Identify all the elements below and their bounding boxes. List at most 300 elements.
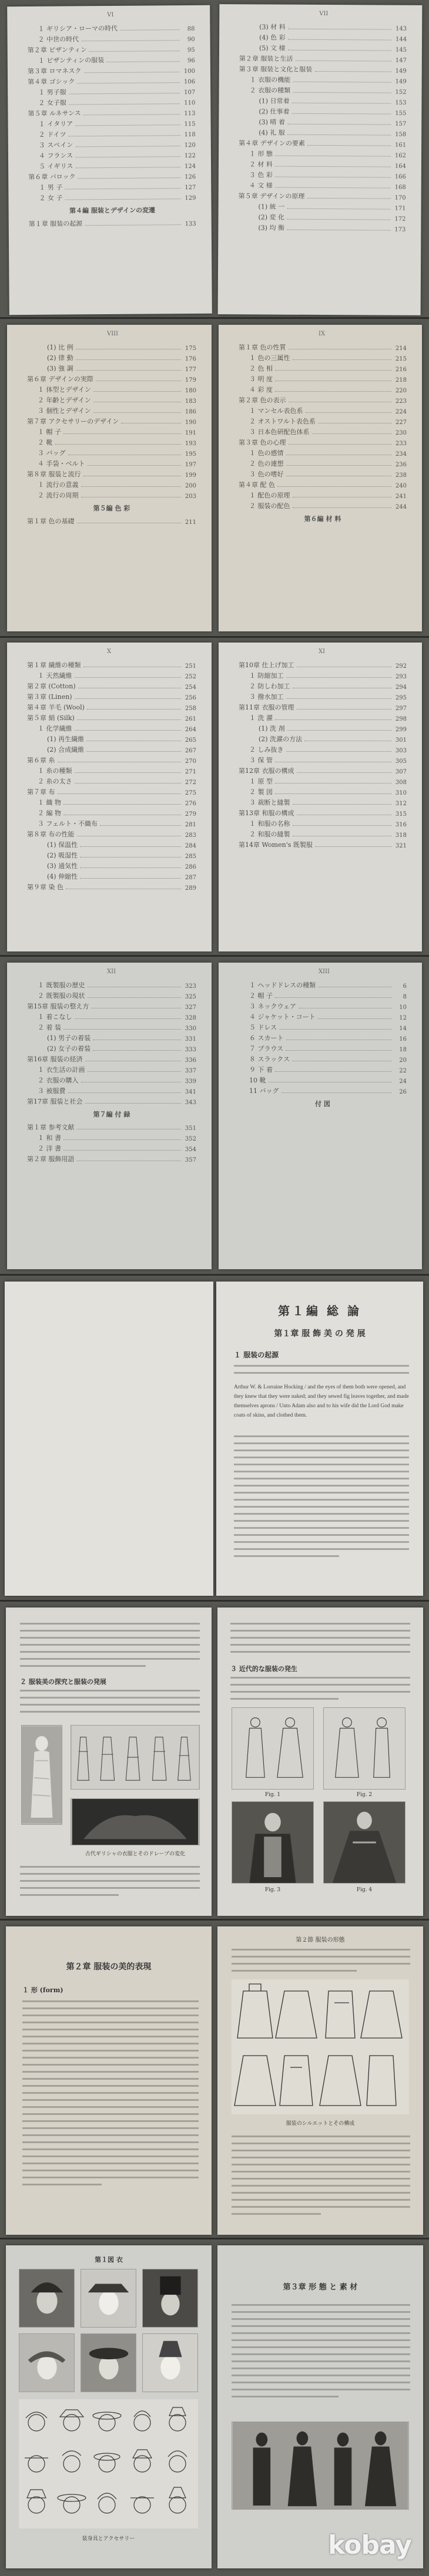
toc-entry-title: 10 靴 <box>249 1077 266 1084</box>
toc-entry-title: 第10章 仕上げ加工 <box>239 661 294 669</box>
toc-entry-title: 第15章 服装の整え方 <box>27 1003 89 1010</box>
toc-page-number: 312 <box>395 801 407 807</box>
toc-list <box>239 659 407 849</box>
toc-entry-title: １ 和服の名称 <box>249 820 290 828</box>
toc-page-number: 293 <box>395 674 407 680</box>
toc-page-number: 284 <box>185 843 196 849</box>
toc-page-number: 327 <box>185 1004 196 1011</box>
book-page-blank <box>5 1282 213 1596</box>
toc-entry <box>239 701 407 712</box>
toc-entry <box>28 75 195 86</box>
toc-entry-title: 第４章 羊毛 (Wool) <box>27 704 85 711</box>
toc-page-number: 144 <box>395 36 407 43</box>
toc-leader-dots <box>63 1150 181 1151</box>
toc-entry-title: ３ 色の嗜好 <box>249 470 284 478</box>
toc-page-number: 162 <box>394 152 407 159</box>
toc-entry <box>27 1042 196 1053</box>
toc-entry <box>27 1074 196 1085</box>
toc-page-number: 90 <box>187 36 195 43</box>
toc-entry-title: 第４章 ゴシック <box>28 78 75 86</box>
toc-entry <box>27 426 196 436</box>
toc-page-number: 339 <box>185 1078 196 1085</box>
book-page-right <box>217 1926 423 2235</box>
toc-entry <box>239 352 407 362</box>
toc-entry-title: ３ 保 管 <box>249 756 273 764</box>
toc-entry-title: ２ 編 物 <box>38 809 61 817</box>
toc-leader-dots <box>287 730 391 731</box>
toc-page-number: 289 <box>185 885 196 892</box>
toc-entry <box>27 362 196 373</box>
toc-page-number: 299 <box>395 727 407 733</box>
toc-page-number: 230 <box>395 430 407 436</box>
body-text <box>232 1949 410 1977</box>
toc-entry <box>239 754 407 765</box>
toc-page-number: 171 <box>394 205 406 212</box>
toc-page-number: 328 <box>185 1015 196 1021</box>
toc-list <box>27 22 196 228</box>
toc-leader-dots <box>75 698 181 699</box>
toc-page-number: 164 <box>394 163 406 170</box>
toc-entry-title: ２ 衣服の購入 <box>38 1077 79 1084</box>
toc-entry-title: 第７章 アクセサリーのデザイン <box>27 418 119 425</box>
toc-page-number: 323 <box>185 983 196 990</box>
toc-leader-dots <box>314 71 391 72</box>
toc-entry <box>239 1053 407 1064</box>
photo-strip-1 <box>0 0 429 319</box>
toc-leader-dots <box>287 124 391 125</box>
toc-entry-title: (3) 材 料 <box>259 23 286 31</box>
toc-leader-dots <box>275 1071 391 1072</box>
toc-entry <box>239 1042 407 1053</box>
toc-entry <box>239 828 407 839</box>
toc-entry <box>27 744 196 754</box>
section-heading: １ 形 (form) <box>22 1986 63 1994</box>
figure-caption: Fig. 3 <box>264 1887 281 1893</box>
toc-page-number: 176 <box>185 356 196 362</box>
toc-page-number: 330 <box>185 1025 196 1032</box>
toc-entry <box>28 170 196 181</box>
plate-heading: 第１図 衣 <box>95 2256 123 2264</box>
toc-page-number: 100 <box>183 68 195 75</box>
toc-entry <box>239 775 407 786</box>
toc-entry <box>27 828 196 839</box>
toc-entry-title: (2) 吸湿性 <box>47 852 78 859</box>
toc-leader-dots <box>81 486 182 487</box>
toc-leader-dots <box>75 167 180 168</box>
book-page-right <box>219 643 422 951</box>
toc-page-number: 325 <box>185 994 196 1000</box>
toc-entry-title: 第２章 服飾用語 <box>27 1155 75 1163</box>
toc-leader-dots <box>58 793 182 794</box>
toc-page-number: 301 <box>395 737 407 744</box>
toc-leader-dots <box>275 166 391 167</box>
toc-page-number: 26 <box>399 1089 407 1095</box>
toc-page-number: 157 <box>395 120 407 127</box>
photo-strip-2 <box>0 319 429 638</box>
toc-entry-title: ２ 着 装 <box>38 1024 61 1031</box>
toc-entry-title: (4) 色 彩 <box>259 33 286 42</box>
body-text <box>230 1623 410 1658</box>
toc-page-number: 318 <box>395 832 407 839</box>
toc-entry <box>28 127 196 139</box>
toc-entry-title: 第５章 絹 (Silk) <box>27 714 75 722</box>
toc-entry-title: ４ フランス <box>38 152 73 160</box>
toc-entry <box>27 1085 196 1095</box>
silhouette-diagram <box>232 1979 409 2114</box>
toc-entry <box>28 149 196 160</box>
toc-entry <box>239 394 407 405</box>
toc-entry-title: (4) 礼 服 <box>259 129 285 137</box>
toc-entry <box>239 126 406 137</box>
toc-page-number: 261 <box>185 716 196 722</box>
toc-leader-dots <box>89 51 180 52</box>
dark-garment-photo <box>71 1798 200 1845</box>
toc-entry <box>239 373 407 384</box>
toc-entry <box>27 1142 196 1153</box>
toc-entry-title: ４ 文 様 <box>249 181 273 190</box>
toc-entry-title: (5) 文 様 <box>259 44 286 52</box>
toc-entry-title: １ 衣服の機能 <box>249 76 291 84</box>
toc-leader-dots <box>93 1050 181 1051</box>
body-text <box>20 1623 200 1672</box>
toc-entry-title: 第２章 (Cotton) <box>27 682 76 690</box>
toc-entry-title: １ 体型とデザイン <box>38 386 91 394</box>
toc-entry-title: 第６章 デザインの実際 <box>27 375 93 383</box>
toc-page-number: 186 <box>185 409 196 415</box>
toc-page-number: 147 <box>395 57 407 64</box>
toc-entry-title: １ 流行の意義 <box>38 481 79 489</box>
toc-entry-title: ３ バッグ <box>38 449 66 457</box>
toc-leader-dots <box>275 187 391 189</box>
toc-page-number: 129 <box>185 194 196 202</box>
toc-page-number: 256 <box>185 695 196 701</box>
toc-entry <box>27 394 196 405</box>
toc-entry-title: 第４章 デザインの要素 <box>239 139 305 147</box>
toc-entry-title: ２ 服装の配色 <box>249 502 290 510</box>
toc-entry-title: ７ ブラウス <box>249 1045 284 1052</box>
toc-entry <box>239 1074 407 1085</box>
figure-caption: 装身具とアクセサリー <box>82 2536 135 2542</box>
toc-entry <box>239 179 406 190</box>
toc-leader-dots <box>120 29 180 31</box>
toc-entry-title: ３ 色 彩 <box>249 171 273 179</box>
toc-entry <box>239 691 407 701</box>
toc-leader-dots <box>288 50 391 51</box>
toc-entry <box>28 117 195 129</box>
toc-entry-title: (1) 比 例 <box>47 344 73 351</box>
book-page-right <box>217 2245 423 2568</box>
toc-page-number: 173 <box>394 226 406 233</box>
toc-page-number: 223 <box>395 398 407 405</box>
toc-page-number: 153 <box>395 99 407 106</box>
toc-entry <box>239 84 407 95</box>
figure-caption: 服装のシルエットとその構成 <box>286 2121 355 2127</box>
toc-entry <box>27 1121 196 1132</box>
toc-entry <box>239 1032 407 1042</box>
toc-page-number: 297 <box>395 705 407 712</box>
toc-entry-title: ２ 洋 書 <box>38 1145 61 1152</box>
toc-entry <box>27 712 196 722</box>
toc-page-number: 352 <box>185 1136 196 1142</box>
toc-entry-title: １ ヘッドドレスの種類 <box>249 981 316 989</box>
toc-leader-dots <box>77 719 181 720</box>
toc-page-number: 195 <box>185 451 196 458</box>
toc-entry <box>239 796 407 807</box>
body-text <box>20 1866 200 1901</box>
toc-entry <box>28 138 196 150</box>
toc-entry <box>27 807 196 818</box>
toc-entry <box>239 200 406 211</box>
toc-page-number: 236 <box>395 462 407 468</box>
toc-entry <box>239 479 407 489</box>
toc-leader-dots <box>293 804 392 805</box>
toc-leader-dots <box>275 719 391 720</box>
toc-page-number: 307 <box>395 769 407 775</box>
toc-page-number: 191 <box>185 430 196 436</box>
toc-page-number: 351 <box>185 1125 196 1132</box>
toc-entry <box>27 1132 196 1142</box>
toc-entry <box>239 458 407 468</box>
toc-entry <box>27 384 196 394</box>
toc-leader-dots <box>76 370 181 371</box>
toc-entry-title: (2) 洗濯の方法 <box>259 735 303 743</box>
toc-entry-title: ４ 手袋・ベルト <box>38 460 85 468</box>
toc-leader-dots <box>80 846 181 847</box>
toc-leader-dots <box>93 412 181 413</box>
toc-list <box>27 341 196 526</box>
page-number: IX <box>319 331 326 337</box>
toc-entry-title: １ 着こなし <box>38 1013 72 1021</box>
toc-leader-dots <box>286 698 392 699</box>
toc-entry-title: １ 男 子 <box>39 183 63 191</box>
toc-page-number: 88 <box>187 25 195 33</box>
toc-entry-title: (4) 伸縮性 <box>47 873 78 880</box>
toc-page-number: 200 <box>185 483 196 489</box>
toc-entry-title: ３ 裁断と縫製 <box>249 799 290 806</box>
toc-page-number: 96 <box>187 57 195 65</box>
toc-page-number: 113 <box>184 110 196 117</box>
toc-page-number: 267 <box>185 748 196 754</box>
toc-leader-dots <box>287 219 390 220</box>
toc-leader-dots <box>295 60 391 62</box>
toc-entry <box>27 458 196 468</box>
toc-leader-dots <box>85 224 181 226</box>
toc-page-number: 218 <box>395 377 407 384</box>
toc-entry <box>239 147 406 159</box>
costume-plate-1 <box>232 1707 314 1790</box>
toc-page-number: 224 <box>395 409 407 415</box>
toc-leader-dots <box>318 1018 391 1019</box>
toc-entry-title: (2) 仕事着 <box>259 107 290 116</box>
toc-entry-title: 第６章 糸 <box>27 756 55 764</box>
photo-strip-3 <box>0 638 429 957</box>
toc-entry <box>27 680 196 691</box>
toc-entry <box>28 106 195 118</box>
toc-page-number: 286 <box>185 864 196 870</box>
toc-entry <box>239 42 407 53</box>
toc-page-number: 241 <box>395 493 407 500</box>
toc-entry <box>239 158 406 169</box>
toc-page-number: 216 <box>395 366 407 373</box>
toc-entry <box>239 341 407 352</box>
page-number: VII <box>319 10 329 18</box>
toc-entry <box>28 96 195 107</box>
toc-entry-title: １ 原 型 <box>249 778 273 785</box>
toc-entry <box>27 754 196 765</box>
toc-part-heading: 第４編 服装とデザインの変遷 <box>69 206 156 215</box>
toc-page-number: 12 <box>399 1015 407 1021</box>
toc-page-number: 107 <box>184 89 196 96</box>
toc-entry <box>239 52 407 63</box>
hat-sketches <box>19 2399 198 2528</box>
toc-leader-dots <box>81 40 180 41</box>
toc-entry <box>27 659 196 670</box>
book-page-left <box>7 963 212 1269</box>
toc-entry-title: 第14章 Women's 既製服 <box>239 841 313 849</box>
toc-entry-title: 第17章 服装と社会 <box>27 1098 83 1105</box>
toc-page-number: 270 <box>185 758 196 765</box>
body-text <box>232 2136 410 2220</box>
photo-strip-7 <box>0 1921 429 2239</box>
section-title: １ 服装の起源 <box>234 1351 279 1359</box>
toc-page-number: 281 <box>185 822 196 828</box>
toc-entry-title: 第９章 染 色 <box>27 883 63 891</box>
section-heading: 第２節 服装の形態 <box>296 1937 345 1943</box>
toc-page-number: 354 <box>185 1146 196 1153</box>
toc-page-number: 166 <box>394 173 406 180</box>
photo-strip-8 <box>0 2239 429 2576</box>
toc-leader-dots <box>293 82 391 83</box>
book-page-right <box>218 4 423 315</box>
toc-entry <box>27 1000 196 1011</box>
toc-leader-dots <box>286 677 392 678</box>
toc-entry-title: ２ 女 子 <box>39 194 63 202</box>
toc-entry <box>239 447 407 458</box>
toc-leader-dots <box>77 82 180 83</box>
body-text <box>234 1435 409 1562</box>
toc-entry <box>239 500 407 510</box>
toc-page-number: 321 <box>395 843 407 849</box>
toc-page-number: 287 <box>185 875 196 881</box>
book-page-left <box>6 1926 212 2235</box>
toc-entry <box>239 489 407 500</box>
toc-entry-title: ２ 糸の太さ <box>38 778 72 785</box>
toc-page-number: 264 <box>185 727 196 733</box>
toc-leader-dots <box>68 1092 182 1093</box>
toc-entry <box>239 670 407 680</box>
toc-entry <box>239 105 406 116</box>
toc-entry-title: 第２章 色の表示 <box>239 396 286 404</box>
toc-page-number: 337 <box>185 1068 196 1074</box>
toc-entry <box>239 436 407 447</box>
toc-entry-title: (2) 合成繊維 <box>47 746 85 754</box>
toc-page-number: 155 <box>395 110 407 117</box>
toc-entry-title: ９ 下 着 <box>249 1066 273 1074</box>
toc-entry-title: １ 化学繊維 <box>38 725 72 732</box>
toc-leader-dots <box>75 146 180 147</box>
photo-strip-6 <box>0 1602 429 1921</box>
toc-leader-dots <box>287 230 390 231</box>
toc-entry <box>27 860 196 870</box>
figure-caption: Fig. 4 <box>356 1887 373 1893</box>
toc-entry-title: ３ スペイン <box>38 141 73 149</box>
toc-entry <box>239 63 407 74</box>
toc-entry-title: ５ イギリス <box>39 162 73 170</box>
toc-leader-dots <box>83 72 180 73</box>
toc-page-number: 168 <box>394 184 406 191</box>
toc-page-number: 357 <box>185 1157 196 1163</box>
part-title: 第１編 総 論 <box>278 1304 361 1318</box>
toc-page-number: 172 <box>394 216 406 223</box>
toc-page-number: 310 <box>395 790 407 796</box>
toc-page-number: 343 <box>185 1099 196 1106</box>
toc-entry <box>239 73 407 85</box>
toc-entry <box>27 849 196 860</box>
toc-page-number: 175 <box>185 345 196 352</box>
toc-page-number: 333 <box>185 1047 196 1053</box>
toc-page-number: 180 <box>185 388 196 394</box>
toc-list <box>238 21 407 233</box>
toc-entry-title: １ ビザンティンの服装 <box>38 56 105 65</box>
toc-entry-title: １ 糸の種類 <box>38 767 72 775</box>
toc-entry <box>27 1032 196 1042</box>
toc-leader-dots <box>307 198 390 199</box>
toc-entry-title: ３ フェルト・不織布 <box>38 820 98 828</box>
statue-photo <box>21 1725 62 1825</box>
chapter-title: 第１章 服 飾 美 の 発 展 <box>274 1329 366 1339</box>
toc-leader-dots <box>85 1103 182 1104</box>
toc-page-number: 115 <box>184 120 196 128</box>
section-heading: ２ 服装美の探究と服装の発展 <box>20 1678 106 1686</box>
portrait-photo-1 <box>232 1801 314 1884</box>
toc-entry-title: １ 帽 子 <box>38 428 61 436</box>
toc-entry-title: ５ ドレス <box>249 1024 277 1031</box>
toc-entry <box>239 426 407 436</box>
body-text <box>232 2304 410 2403</box>
toc-entry <box>27 405 196 415</box>
toc-entry <box>239 1000 407 1011</box>
toc-page-number: 20 <box>399 1057 407 1064</box>
toc-entry-title: (1) 洗 剤 <box>259 725 285 732</box>
toc-entry-title: ２ ドイツ <box>38 130 66 139</box>
toc-leader-dots <box>288 39 391 41</box>
toc-leader-dots <box>88 997 182 998</box>
toc-leader-dots <box>88 465 182 466</box>
book-page-left <box>6 2245 212 2568</box>
toc-entry <box>27 1021 196 1032</box>
toc-entry-title: １ 和 書 <box>38 1134 61 1142</box>
toc-entry <box>239 415 407 426</box>
toc-list <box>27 659 196 892</box>
toc-entry <box>27 979 196 990</box>
toc-entry-title: 第５章 ルネサンス <box>28 109 81 117</box>
toc-entry-title: ２ オストワルト表色系 <box>249 418 316 425</box>
toc-page-number: 211 <box>185 519 196 526</box>
toc-leader-dots <box>63 804 181 805</box>
toc-page-number: 183 <box>185 398 196 405</box>
toc-entry-title: ２ 製 図 <box>249 788 273 796</box>
toc-page-number: 283 <box>185 832 196 839</box>
toc-entry <box>27 839 196 849</box>
toc-entry <box>27 22 195 33</box>
toc-entry <box>239 1021 407 1032</box>
toc-leader-dots <box>75 156 180 157</box>
toc-page-number: 295 <box>395 695 407 701</box>
toc-page-number: 271 <box>185 769 196 775</box>
toc-entry <box>28 43 195 55</box>
toc-page-number: 238 <box>395 472 407 479</box>
toc-page-number: 227 <box>395 419 407 426</box>
